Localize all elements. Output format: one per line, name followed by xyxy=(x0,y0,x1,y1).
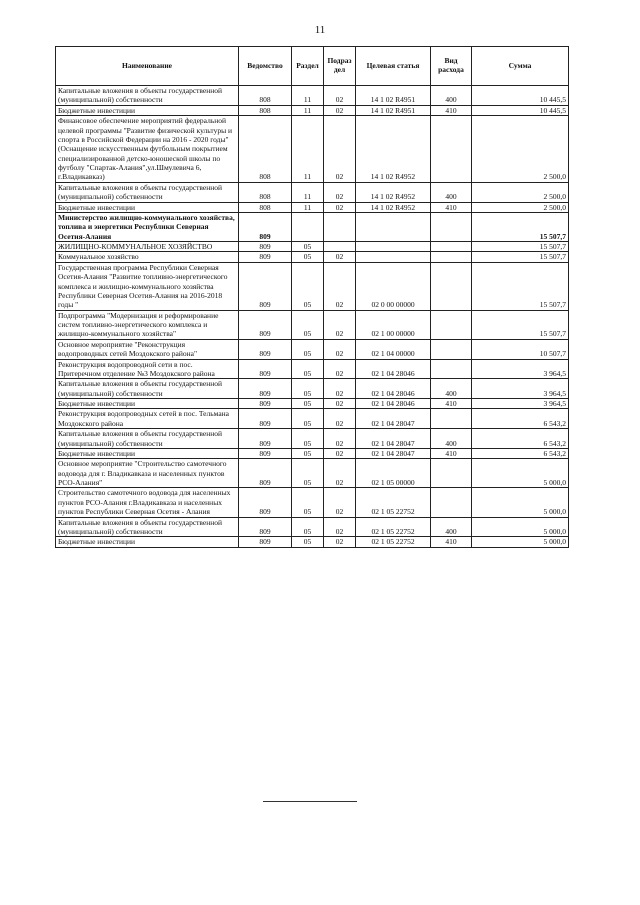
cell-department: 809 xyxy=(239,379,292,399)
cell-amount: 5 000,0 xyxy=(472,459,569,488)
table-row xyxy=(56,359,569,379)
cell-target-article: 02 1 05 22752 xyxy=(356,517,431,537)
cell-target-article: 02 1 04 28047 xyxy=(356,448,431,458)
cell-target-article: 02 0 00 00000 xyxy=(356,262,431,310)
cell-department: 808 xyxy=(239,86,292,106)
cell-name: Реконструкция водопроводной сети в пос. Притеречном отделение №3 Моздокского района xyxy=(56,359,239,379)
cell-department: 809 xyxy=(239,488,292,517)
cell-amount: 2 500,0 xyxy=(472,116,569,183)
cell-department: 809 xyxy=(239,399,292,409)
cell-department: 809 xyxy=(239,242,292,252)
table-row xyxy=(56,182,569,202)
cell-name: Основное мероприятие "Строительство самотечного водовода для г. Владикавказа и населенных пунктов РСО-Алания" xyxy=(56,459,239,488)
cell-expense-type xyxy=(431,242,472,252)
table-row xyxy=(56,448,569,458)
cell-amount: 5 000,0 xyxy=(472,488,569,517)
cell-target-article xyxy=(356,212,431,241)
cell-name: Бюджетные инвестиции xyxy=(56,105,239,115)
cell-name: Бюджетные инвестиции xyxy=(56,399,239,409)
header-target-article: Целевая статья xyxy=(356,47,431,86)
header-amount: Сумма xyxy=(472,47,569,86)
cell-name: ЖИЛИЩНО-КОММУНАЛЬНОЕ ХОЗЯЙСТВО xyxy=(56,242,239,252)
cell-name: Капитальные вложения в объекты государственной (муниципальной) собственности xyxy=(56,379,239,399)
cell-department: 809 xyxy=(239,459,292,488)
cell-section: 11 xyxy=(292,182,324,202)
cell-section: 05 xyxy=(292,339,324,359)
cell-department: 809 xyxy=(239,537,292,547)
table-row xyxy=(56,242,569,252)
cell-department: 809 xyxy=(239,448,292,458)
cell-expense-type: 400 xyxy=(431,86,472,106)
cell-subsection: 02 xyxy=(324,399,356,409)
cell-subsection: 02 xyxy=(324,262,356,310)
cell-amount: 10 445,5 xyxy=(472,86,569,106)
cell-expense-type: 400 xyxy=(431,517,472,537)
header-subsection: Подраз дел xyxy=(324,47,356,86)
cell-subsection: 02 xyxy=(324,252,356,262)
cell-name: Бюджетные инвестиции xyxy=(56,537,239,547)
cell-target-article: 02 1 04 28047 xyxy=(356,409,431,429)
cell-expense-type xyxy=(431,339,472,359)
table-row xyxy=(56,105,569,115)
cell-expense-type: 410 xyxy=(431,105,472,115)
cell-subsection: 02 xyxy=(324,379,356,399)
cell-section: 05 xyxy=(292,409,324,429)
cell-section xyxy=(292,212,324,241)
cell-target-article xyxy=(356,242,431,252)
header-department: Ведомство xyxy=(239,47,292,86)
table-body xyxy=(56,86,569,548)
cell-section: 05 xyxy=(292,488,324,517)
cell-amount: 10 445,5 xyxy=(472,105,569,115)
cell-section: 05 xyxy=(292,242,324,252)
table-row xyxy=(56,429,569,449)
cell-expense-type xyxy=(431,409,472,429)
cell-department: 809 xyxy=(239,359,292,379)
cell-amount: 2 500,0 xyxy=(472,182,569,202)
cell-amount: 3 964,5 xyxy=(472,399,569,409)
cell-subsection xyxy=(324,212,356,241)
cell-target-article xyxy=(356,252,431,262)
cell-department: 809 xyxy=(239,252,292,262)
cell-target-article: 14 1 02 R4951 xyxy=(356,86,431,106)
cell-subsection: 02 xyxy=(324,459,356,488)
cell-target-article: 02 1 05 22752 xyxy=(356,488,431,517)
cell-department: 809 xyxy=(239,310,292,339)
table-row xyxy=(56,310,569,339)
cell-amount: 15 507,7 xyxy=(472,242,569,252)
cell-subsection: 02 xyxy=(324,429,356,449)
cell-department: 809 xyxy=(239,339,292,359)
cell-expense-type: 400 xyxy=(431,379,472,399)
cell-subsection xyxy=(324,242,356,252)
cell-expense-type: 410 xyxy=(431,537,472,547)
cell-amount: 15 507,7 xyxy=(472,212,569,241)
table-row xyxy=(56,339,569,359)
cell-section: 05 xyxy=(292,517,324,537)
cell-department: 809 xyxy=(239,517,292,537)
cell-section: 05 xyxy=(292,537,324,547)
cell-amount: 5 000,0 xyxy=(472,517,569,537)
cell-expense-type xyxy=(431,212,472,241)
cell-expense-type: 410 xyxy=(431,448,472,458)
table-row xyxy=(56,409,569,429)
cell-target-article: 14 1 02 R4952 xyxy=(356,116,431,183)
table-row xyxy=(56,459,569,488)
cell-expense-type xyxy=(431,252,472,262)
cell-subsection: 02 xyxy=(324,310,356,339)
table-row xyxy=(56,262,569,310)
table-row xyxy=(56,116,569,183)
budget-table xyxy=(55,46,569,548)
cell-name: Министерство жилищно-коммунального хозяйства, топлива и энергетики Республики Северная Осетия-Алания xyxy=(56,212,239,241)
footer-rule xyxy=(263,801,357,802)
cell-expense-type xyxy=(431,310,472,339)
cell-amount: 2 500,0 xyxy=(472,202,569,212)
cell-target-article: 02 1 04 28047 xyxy=(356,429,431,449)
cell-name: Капитальные вложения в объекты государственной (муниципальной) собственности xyxy=(56,86,239,106)
cell-name: Основное мероприятие "Реконструкция водопроводных сетей Моздокского района" xyxy=(56,339,239,359)
cell-section: 05 xyxy=(292,429,324,449)
cell-subsection: 02 xyxy=(324,359,356,379)
cell-department: 809 xyxy=(239,262,292,310)
cell-amount: 3 964,5 xyxy=(472,379,569,399)
cell-section: 05 xyxy=(292,310,324,339)
page-number: 11 xyxy=(314,24,326,36)
table-row xyxy=(56,379,569,399)
cell-name: Капитальные вложения в объекты государственной (муниципальной) собственности xyxy=(56,517,239,537)
cell-name: Финансовое обеспечение мероприятий федеральной целевой программы "Развитие физической культуры и спорта в Российской Федерации на 2016 - 2020 годы" (Оснащение искусственным футбольным покрытием специализированной детско-юношеской школы по футболу "Спартак-Алания",ул.Шмулевича 6, г.Владикавказ) xyxy=(56,116,239,183)
cell-target-article: 02 1 04 28046 xyxy=(356,379,431,399)
table-row xyxy=(56,399,569,409)
table-row xyxy=(56,202,569,212)
cell-department: 808 xyxy=(239,105,292,115)
cell-name: Государственная программа Республики Северная Осетия-Алания "Развитие топливно-энергетического комплекса и жилищно-коммунального хозяйства Республики Северная Осетия-Алания на 2016-2018 годы " xyxy=(56,262,239,310)
cell-expense-type xyxy=(431,459,472,488)
cell-name: Бюджетные инвестиции xyxy=(56,202,239,212)
cell-target-article: 02 1 00 00000 xyxy=(356,310,431,339)
cell-amount: 5 000,0 xyxy=(472,537,569,547)
table-row xyxy=(56,517,569,537)
cell-department: 808 xyxy=(239,182,292,202)
cell-target-article: 02 1 05 00000 xyxy=(356,459,431,488)
cell-section: 05 xyxy=(292,252,324,262)
cell-amount: 15 507,7 xyxy=(472,262,569,310)
cell-department: 809 xyxy=(239,429,292,449)
cell-subsection: 02 xyxy=(324,202,356,212)
cell-name: Бюджетные инвестиции xyxy=(56,448,239,458)
cell-subsection: 02 xyxy=(324,409,356,429)
cell-target-article: 02 1 05 22752 xyxy=(356,537,431,547)
cell-amount: 15 507,7 xyxy=(472,252,569,262)
cell-expense-type: 400 xyxy=(431,429,472,449)
cell-amount: 10 507,7 xyxy=(472,339,569,359)
cell-subsection: 02 xyxy=(324,339,356,359)
cell-subsection: 02 xyxy=(324,105,356,115)
cell-subsection: 02 xyxy=(324,517,356,537)
header-section: Раздел xyxy=(292,47,324,86)
cell-name: Подпрограмма "Модернизация и реформирование систем топливно-энергетического комплекса и жилищно-коммунального хозяйства" xyxy=(56,310,239,339)
cell-name: Капитальные вложения в объекты государственной (муниципальной) собственности xyxy=(56,429,239,449)
cell-name: Капитальные вложения в объекты государственной (муниципальной) собственности xyxy=(56,182,239,202)
cell-expense-type: 400 xyxy=(431,182,472,202)
cell-section: 05 xyxy=(292,379,324,399)
cell-amount: 3 964,5 xyxy=(472,359,569,379)
cell-department: 809 xyxy=(239,212,292,241)
cell-section: 05 xyxy=(292,459,324,488)
cell-expense-type: 410 xyxy=(431,399,472,409)
table-header-row xyxy=(56,47,569,86)
cell-department: 809 xyxy=(239,409,292,429)
cell-expense-type xyxy=(431,262,472,310)
cell-target-article: 14 1 02 R4951 xyxy=(356,105,431,115)
header-expense-type: Вид расхода xyxy=(431,47,472,86)
cell-target-article: 14 1 02 R4952 xyxy=(356,202,431,212)
cell-department: 808 xyxy=(239,116,292,183)
cell-name: Строительство самотечного водовода для населенных пунктов РСО-Алания г.Владикавказа и населенных пунктов Республики Северная Осетия - Алания xyxy=(56,488,239,517)
cell-expense-type xyxy=(431,116,472,183)
cell-expense-type xyxy=(431,359,472,379)
table-row xyxy=(56,212,569,241)
table-row xyxy=(56,488,569,517)
cell-subsection: 02 xyxy=(324,86,356,106)
cell-subsection: 02 xyxy=(324,488,356,517)
cell-section: 05 xyxy=(292,399,324,409)
cell-name: Реконструкция водопроводных сетей в пос. Тельмана Моздокского района xyxy=(56,409,239,429)
cell-section: 11 xyxy=(292,116,324,183)
cell-section: 05 xyxy=(292,448,324,458)
cell-name: Коммунальное хозяйство xyxy=(56,252,239,262)
cell-amount: 15 507,7 xyxy=(472,310,569,339)
cell-section: 11 xyxy=(292,202,324,212)
cell-target-article: 02 1 04 28046 xyxy=(356,399,431,409)
cell-subsection: 02 xyxy=(324,448,356,458)
cell-section: 11 xyxy=(292,86,324,106)
table-row xyxy=(56,252,569,262)
cell-target-article: 14 1 02 R4952 xyxy=(356,182,431,202)
table-row xyxy=(56,537,569,547)
cell-amount: 6 543,2 xyxy=(472,429,569,449)
cell-section: 05 xyxy=(292,359,324,379)
table-row xyxy=(56,86,569,106)
cell-section: 05 xyxy=(292,262,324,310)
cell-expense-type xyxy=(431,488,472,517)
cell-department: 808 xyxy=(239,202,292,212)
cell-target-article: 02 1 04 28046 xyxy=(356,359,431,379)
cell-amount: 6 543,2 xyxy=(472,448,569,458)
cell-target-article: 02 1 04 00000 xyxy=(356,339,431,359)
header-name: Наименование xyxy=(56,47,239,86)
cell-expense-type: 410 xyxy=(431,202,472,212)
cell-subsection: 02 xyxy=(324,182,356,202)
cell-section: 11 xyxy=(292,105,324,115)
cell-amount: 6 543,2 xyxy=(472,409,569,429)
cell-subsection: 02 xyxy=(324,537,356,547)
cell-subsection: 02 xyxy=(324,116,356,183)
